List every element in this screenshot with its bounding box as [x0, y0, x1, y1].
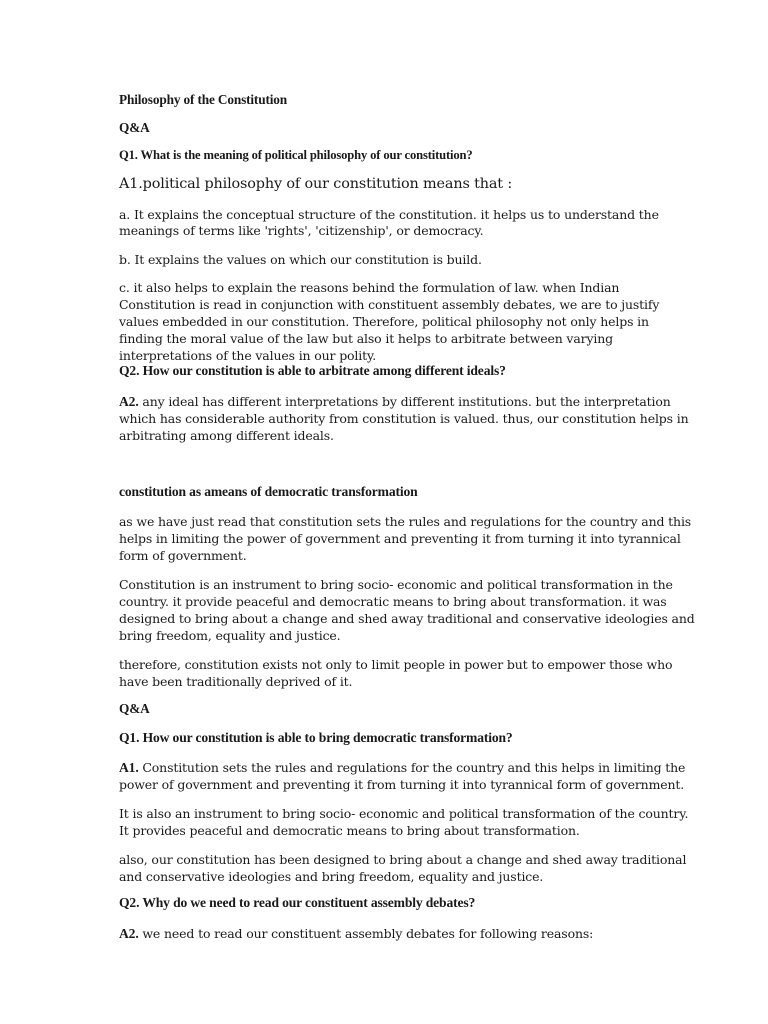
- answer-1-line: and conservative ideologies and bring freedom, equality and justice.: [119, 869, 544, 884]
- question-1: Q1. How our constitution is able to bring democratic transformation?: [119, 730, 513, 745]
- paragraph-line: helps in limiting the power of government and preventing it from turning it into tyrannical: [119, 531, 681, 546]
- answer-1-line-1: [119, 759, 685, 776]
- answer-1-point-a-line: meanings of terms like 'rights', 'citizenship', or democracy.: [119, 223, 484, 238]
- document-title: Philosophy of the Constitution: [119, 92, 288, 107]
- answer-1-point-c-line: values embedded in our constitution. Therefore, political philosophy not only helps in: [119, 314, 649, 329]
- qa-heading: Q&A: [119, 701, 150, 716]
- answer-1-point-c-line: finding the moral value of the law but also it helps to arbitrate between varying: [119, 331, 613, 346]
- answer-1-line: power of government and preventing it from turning it into tyrannical form of government.: [119, 777, 685, 792]
- question-2: Q2. How our constitution is able to arbitrate among different ideals?: [119, 363, 506, 378]
- paragraph-line: designed to bring about a change and shed away traditional and conservative ideologies and: [119, 611, 695, 626]
- answer-1-text: Constitution sets the rules and regulations for the country and this helps in limiting the: [138, 760, 686, 775]
- answer-2-line: arbitrating among different ideals.: [119, 428, 334, 443]
- paragraph-line: form of government.: [119, 548, 247, 563]
- answer-1-point-a-line: a. It explains the conceptual structure of the constitution. it helps us to understand the: [119, 207, 659, 222]
- answer-1-line: also, our constitution has been designed to bring about a change and shed away traditional: [119, 852, 687, 867]
- answer-1-line: It is also an instrument to bring socio- economic and political transformation of the country.: [119, 806, 689, 821]
- qa-heading: Q&A: [119, 120, 150, 135]
- answer-2-line-1: [119, 393, 671, 410]
- answer-2-text: any ideal has different interpretations by different institutions. but the interpretation: [138, 394, 671, 409]
- answer-1-label: A1.: [119, 760, 139, 775]
- paragraph-line: Constitution is an instrument to bring socio- economic and political transformation in the: [119, 577, 673, 592]
- question-1: Q1. What is the meaning of political philosophy of our constitution?: [119, 148, 473, 162]
- answer-2-label: A2.: [119, 394, 139, 409]
- answer-1-point-c-line: interpretations of the values in our polity.: [119, 348, 377, 363]
- answer-2-line: which has considerable authority from constitution is valued. thus, our constitution helps in: [119, 411, 689, 426]
- answer-1-intro: A1.political philosophy of our constitution means that :: [119, 176, 513, 192]
- answer-1-point-b: b. It explains the values on which our constitution is build.: [119, 252, 482, 267]
- answer-2-line-1: [119, 925, 593, 942]
- paragraph-line: have been traditionally deprived of it.: [119, 674, 353, 689]
- paragraph-line: country. it provide peaceful and democratic means to bring about transformation. it was: [119, 594, 667, 609]
- answer-1-point-c-line: Constitution is read in conjunction with constituent assembly debates, we are to justify: [119, 297, 660, 312]
- answer-1-point-c-line: c. it also helps to explain the reasons behind the formulation of law. when Indian: [119, 280, 620, 295]
- answer-2-text: we need to read our constituent assembly debates for following reasons:: [138, 926, 594, 941]
- paragraph-line: therefore, constitution exists not only to limit people in power but to empower those who: [119, 657, 673, 672]
- answer-1-line: It provides peaceful and democratic means to bring about transformation.: [119, 823, 580, 838]
- paragraph-line: as we have just read that constitution sets the rules and regulations for the country and this: [119, 514, 692, 529]
- question-2: Q2. Why do we need to read our constituent assembly debates?: [119, 895, 476, 910]
- paragraph-line: bring freedom, equality and justice.: [119, 628, 341, 643]
- answer-2-label: A2.: [119, 926, 139, 941]
- section-heading: constitution as ameans of democratic transformation: [119, 484, 418, 499]
